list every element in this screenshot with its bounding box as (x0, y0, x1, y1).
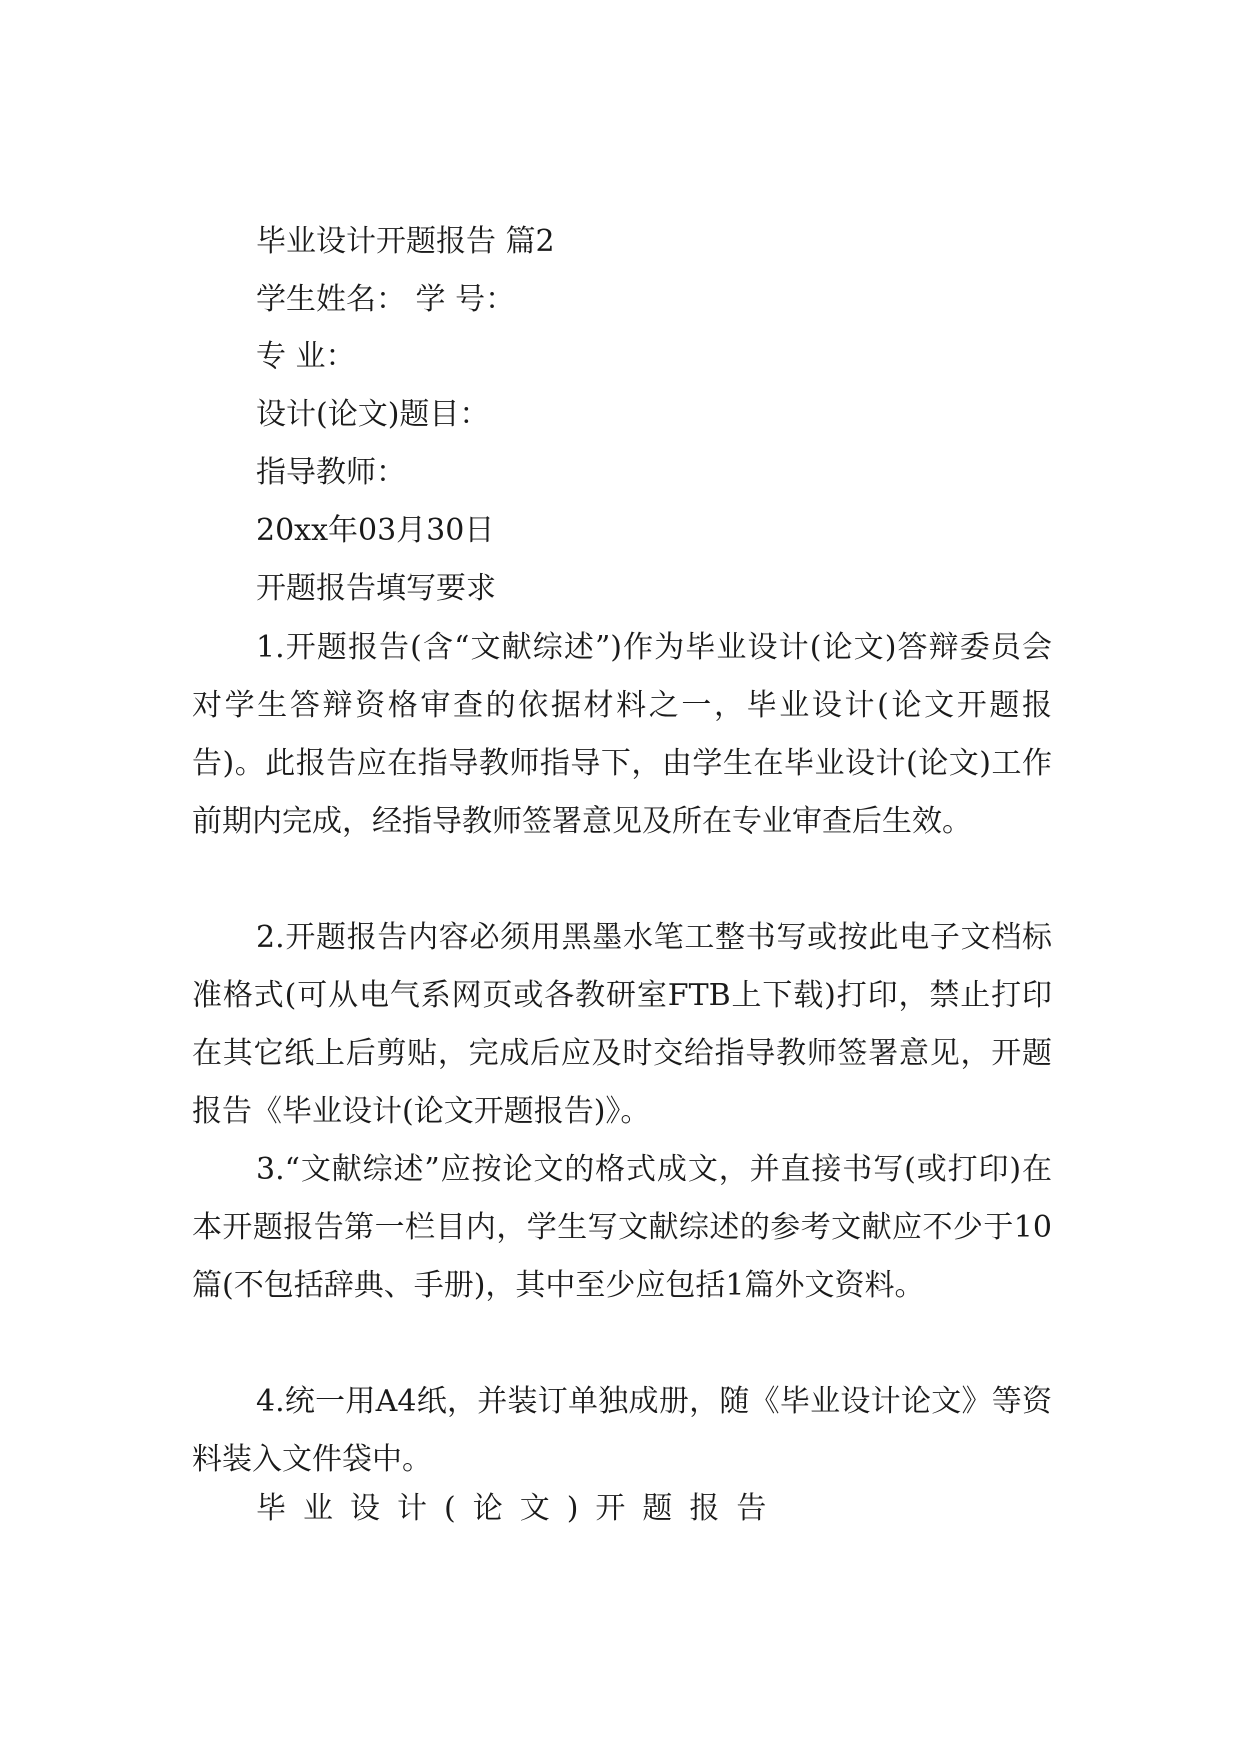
document-title: 毕业设计开题报告 篇2 (256, 224, 555, 259)
requirement-item-1: 1.开题报告(含“文献综述”)作为毕业设计(论文)答辩委员会对学生答辩资格审查的依据材料之一，毕业设计(论文开题报告)。此报告应在指导教师指导下，由学生在毕业设计(论文)工作前期内完成，经指导教师签署意见及所在专业审查后生效。 (192, 630, 1052, 839)
student-name-id-line: 学生姓名： 学 号： (256, 282, 516, 317)
requirement-item-2: 2.开题报告内容必须用黑墨水笔工整书写或按此电子文档标准格式(可从电气系网页或各教研室FTB上下载)打印，禁止打印在其它纸上后剪贴，完成后应及时交给指导教师签署意见，开题报告《毕业设计(论文开题报告)》。 (192, 920, 1052, 1129)
major-line: 专 业： (256, 339, 356, 374)
topic-line: 设计(论文)题目： (256, 397, 490, 432)
requirement-item-3: 3.“文献综述”应按论文的格式成文，并直接书写(或打印)在本开题报告第一栏目内，学生写文献综述的参考文献应不少于10篇(不包括辞典、手册)，其中至少应包括1篇外文资料。 (192, 1152, 1052, 1303)
date-line: 20xx年03月30日 (256, 513, 495, 548)
report-form-title: 毕业设计(论文)开题报告 (256, 1491, 784, 1526)
advisor-line: 指导教师： (256, 455, 406, 490)
requirements-heading: 开题报告填写要求 (256, 571, 496, 606)
requirement-item-4: 4.统一用A4纸，并装订单独成册，随《毕业设计论文》等资料装入文件袋中。 (192, 1384, 1052, 1477)
